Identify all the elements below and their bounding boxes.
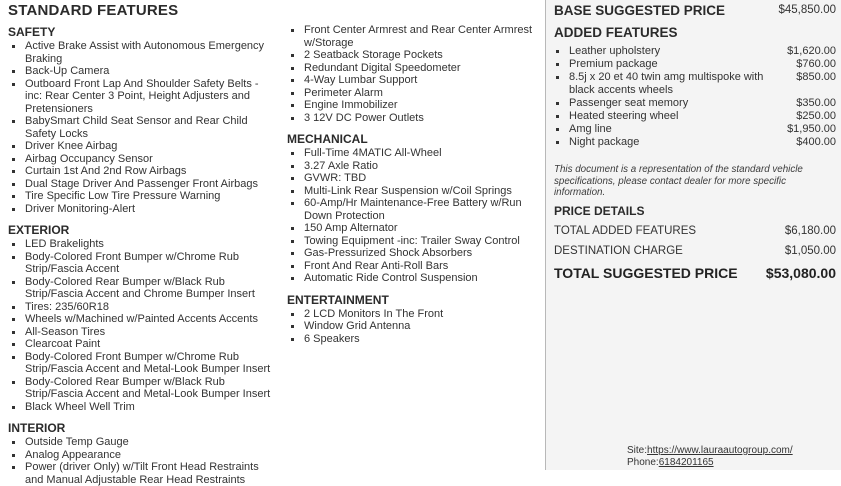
added-feature-label: Amg line [569,123,612,135]
section-title: EXTERIOR [8,223,70,237]
added-feature-label: Passenger seat memory [569,97,689,109]
section-title: MECHANICAL [287,132,368,146]
feature-item: ▪ Black Wheel Well Trim [24,401,275,414]
price-detail-row [554,225,836,237]
feature-item: ▪ Automatic Ride Control Suspension [303,272,545,285]
added-feature-price: ▪ $760.00 [796,58,836,70]
added-feature-item [568,45,836,58]
added-feature-label: Night package [569,136,640,148]
base-price-label: BASE SUGGESTED PRICE [554,3,726,18]
feature-item: ▪ Airbag Occupancy Sensor [24,153,275,166]
added-feature-price: ▪ $1,620.00 [787,45,836,57]
added-feature-label: Leather upholstery [569,45,661,57]
feature-item: ▪ Redundant Digital Speedometer [303,62,545,75]
feature-sections-left [8,25,275,486]
base-price-value: $45,850.00 [778,4,836,16]
price-detail-value: $1,050.00 [784,244,836,257]
added-feature-price: ▪ $400.00 [796,136,836,148]
feature-item: ▪ LED Brakelights [24,238,275,251]
added-feature-label: 8.5j x 20 et 40 twin amg multispoke with black accents wheels [569,71,764,96]
feature-item: ▪ 2 LCD Monitors In The Front [303,308,545,321]
feature-item: ▪ 6 Speakers [303,333,545,346]
added-feature-price: ▪ $1,950.00 [787,123,836,135]
feature-list [8,436,275,486]
feature-section [287,24,545,124]
total-price-value: $53,080.00 [765,264,836,281]
total-price-label: TOTAL SUGGESTED PRICE [554,264,738,281]
section-title: SAFETY [8,25,56,39]
price-details-rows [554,225,836,257]
phone-line [627,457,793,469]
features-column-left [0,0,275,486]
feature-item: ▪ Body-Colored Rear Bumper w/Black Rub Strip/Fascia Accent and Chrome Bumper Insert [24,276,275,301]
feature-item: ▪ Body-Colored Front Bumper w/Chrome Rub Strip/Fascia Accent and Metal-Look Bumper Insert [24,351,275,376]
feature-item: ▪ Body-Colored Front Bumper w/Chrome Rub Strip/Fascia Accent [24,251,275,276]
feature-item: ▪ Driver Monitoring-Alert [24,203,275,216]
price-panel [545,0,841,470]
price-detail-label: TOTAL ADDED FEATURES [554,224,697,237]
section-title: INTERIOR [8,421,66,435]
feature-item: ▪ Active Brake Assist with Autonomous Emergency Braking [24,40,275,65]
added-feature-label: Premium package [569,58,658,70]
price-detail-row [554,245,836,257]
feature-item: ▪ Perimeter Alarm [303,87,545,100]
feature-section [287,293,545,346]
feature-item: ▪ Engine Immobilizer [303,99,545,112]
feature-section [8,25,275,215]
added-feature-price: ▪ $850.00 [796,71,836,83]
added-feature-item [568,136,836,149]
feature-item: ▪ 3.27 Axle Ratio [303,160,545,173]
feature-list [287,147,545,285]
feature-item: ▪ Outside Temp Gauge [24,436,275,449]
added-feature-label: Heated steering wheel [569,110,679,122]
feature-item: ▪ 3 12V DC Power Outlets [303,112,545,125]
feature-item: ▪ Back-Up Camera [24,65,275,78]
added-features-list [554,45,836,149]
feature-section [8,421,275,486]
feature-item: ▪ Front And Rear Anti-Roll Bars [303,260,545,273]
added-feature-item [568,110,836,123]
feature-item: ▪ Towing Equipment -inc: Trailer Sway Control [303,235,545,248]
feature-item: ▪ 150 Amp Alternator [303,222,545,235]
feature-item: ▪ BabySmart Child Seat Sensor and Rear Child Safety Locks [24,115,275,140]
standard-features-title: STANDARD FEATURES [8,2,179,19]
feature-section [287,132,545,285]
feature-sections-middle [287,24,545,345]
feature-item: ▪ 4-Way Lumbar Support [303,74,545,87]
features-column-middle [275,0,545,470]
feature-item: ▪ Dual Stage Driver And Passenger Front Airbags [24,178,275,191]
feature-list [287,24,545,124]
feature-item: ▪ Gas-Pressurized Shock Absorbers [303,247,545,260]
feature-item: ▪ Power (driver Only) w/Tilt Front Head Restraints and Manual Adjustable Rear Head Restraints [24,461,275,486]
site-line [627,445,793,457]
total-price-row [554,265,836,281]
added-feature-price: ▪ $350.00 [796,97,836,109]
added-feature-item [568,97,836,110]
feature-item: ▪ All-Season Tires [24,326,275,339]
price-detail-value: $6,180.00 [784,224,836,237]
price-details-title: PRICE DETAILS [554,203,645,218]
site-link[interactable]: https://www.lauraautogroup.com/ [647,445,793,456]
feature-item: ▪ GVWR: TBD [303,172,545,185]
feature-item: ▪ Front Center Armrest and Rear Center Armrest w/Storage [303,24,545,49]
feature-item: ▪ 60-Amp/Hr Maintenance-Free Battery w/Run Down Protection [303,197,545,222]
feature-item: ▪ Curtain 1st And 2nd Row Airbags [24,165,275,178]
feature-item: ▪ Body-Colored Rear Bumper w/Black Rub Strip/Fascia Accent and Metal-Look Bumper Insert [24,376,275,401]
feature-section [8,223,275,413]
feature-item: ▪ Analog Appearance [24,449,275,462]
disclaimer-text: This document is a representation of the standard vehicle specifications, please contact dealer for more specific information. [554,164,803,198]
feature-item: ▪ Tires: 235/60R18 [24,301,275,314]
feature-item: ▪ Wheels w/Machined w/Painted Accents Accents [24,313,275,326]
feature-item: ▪ 2 Seatback Storage Pockets [303,49,545,62]
added-features-title: ADDED FEATURES [554,25,678,40]
feature-item: ▪ Window Grid Antenna [303,320,545,333]
contact-info [627,445,793,468]
feature-item: ▪ Tire Specific Low Tire Pressure Warning [24,190,275,203]
added-feature-price: ▪ $250.00 [796,110,836,122]
added-feature-item [568,58,836,71]
feature-list [8,40,275,215]
feature-item: ▪ Clearcoat Paint [24,338,275,351]
site-label: Site: [627,445,648,456]
price-detail-label: DESTINATION CHARGE [554,244,683,257]
feature-list [287,308,545,346]
section-title: ENTERTAINMENT [287,292,389,307]
feature-item: ▪ Driver Knee Airbag [24,140,275,153]
feature-item: ▪ Outboard Front Lap And Shoulder Safety Belts -inc: Rear Center 3 Point, Height Adjusters and Pretensioners [24,78,275,116]
base-price-row [554,3,836,18]
added-feature-item [568,123,836,136]
feature-item: ▪ Multi-Link Rear Suspension w/Coil Springs [303,185,545,198]
added-feature-item [568,71,836,97]
phone-label: Phone: [627,456,659,468]
feature-item: ▪ Full-Time 4MATIC All-Wheel [303,147,545,160]
phone-link[interactable]: 6184201165 [658,456,714,468]
feature-list [8,238,275,413]
